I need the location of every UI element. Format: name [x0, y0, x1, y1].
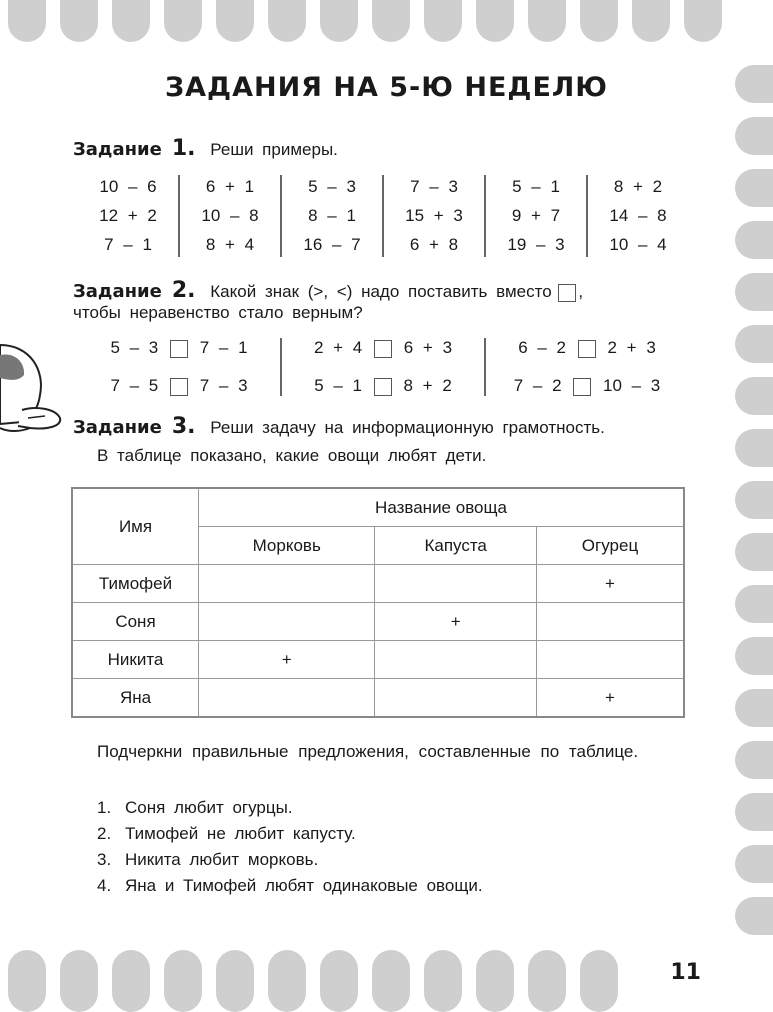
border-tab: [164, 0, 202, 42]
example-column: [384, 175, 486, 257]
answer-box-icon: [558, 284, 576, 302]
table-cell: [375, 679, 537, 718]
child-name: Никита: [72, 641, 199, 679]
comparison-column: [78, 338, 282, 396]
border-tab: [735, 637, 773, 675]
border-tab: [268, 950, 306, 1012]
expression-left: 2 + 4: [313, 338, 363, 357]
math-example: 5 – 3: [308, 177, 356, 196]
statement-number: 4.: [97, 876, 112, 895]
task-text: Какой знак (>, <) надо поставить вместо: [210, 282, 552, 301]
top-border-decoration: [0, 0, 773, 48]
border-tab: [735, 533, 773, 571]
statement-text: Соня любит огурцы.: [125, 798, 293, 817]
border-tab: [735, 117, 773, 155]
task-1-examples: [78, 175, 688, 257]
task-text: чтобы неравенство стало верным?: [73, 303, 363, 322]
border-tab: [8, 0, 46, 42]
list-item[interactable]: [97, 876, 483, 902]
border-tab: [476, 950, 514, 1012]
border-tab: [735, 169, 773, 207]
statement-number: 3.: [97, 850, 112, 869]
math-example: 6 + 8: [409, 235, 459, 254]
comparison-box[interactable]: [578, 340, 596, 358]
page-title: ЗАДАНИЯ НА 5-Ю НЕДЕЛЮ: [164, 72, 609, 103]
table-cell: +: [375, 603, 537, 641]
list-item[interactable]: [97, 824, 483, 850]
vegetable-header: Морковь: [199, 527, 375, 565]
example-column: [180, 175, 282, 257]
task-2-heading-line2: [73, 303, 363, 323]
math-example: 10 – 8: [201, 206, 259, 225]
comparison-column: [486, 338, 688, 396]
table-row: [72, 679, 684, 718]
border-tab: [424, 0, 462, 42]
expression-left: 5 – 3: [110, 338, 159, 357]
math-example: 19 – 3: [507, 235, 565, 254]
expression-right: 7 – 3: [199, 376, 248, 395]
border-tab: [735, 741, 773, 779]
expression-left: 6 – 2: [518, 338, 567, 357]
border-tab: [735, 585, 773, 623]
border-tab: [164, 950, 202, 1012]
expression-right: 6 + 3: [403, 338, 453, 357]
border-tab: [60, 950, 98, 1012]
math-example: 10 – 6: [99, 177, 157, 196]
task-2-comparisons: [78, 338, 688, 396]
table-row: [72, 603, 684, 641]
vegetables-table: [71, 487, 685, 718]
math-example: 7 – 3: [410, 177, 458, 196]
border-tab: [112, 0, 150, 42]
border-tab: [735, 429, 773, 467]
table-cell: +: [199, 641, 375, 679]
table-row: [72, 641, 684, 679]
border-tab: [216, 950, 254, 1012]
task-text-comma: ,: [578, 282, 584, 301]
border-tab: [735, 793, 773, 831]
table-cell: [375, 641, 537, 679]
statements-list: [97, 798, 483, 902]
table-cell: [199, 679, 375, 718]
border-tab: [372, 950, 410, 1012]
statement-text: Тимофей не любит капусту.: [125, 824, 356, 843]
comparison-box[interactable]: [374, 378, 392, 396]
example-column: [78, 175, 180, 257]
border-tab: [580, 0, 618, 42]
child-name: Соня: [72, 603, 199, 641]
statement-number: 1.: [97, 798, 112, 817]
task-label: Задание: [73, 417, 162, 438]
border-tab: [268, 0, 306, 42]
math-example: 6 + 1: [205, 177, 255, 196]
task-3-intro: В таблице показано, какие овощи любят дети.: [97, 446, 487, 465]
comparison-box[interactable]: [170, 378, 188, 396]
expression-left: 7 – 2: [513, 376, 562, 395]
comparison-row: [314, 338, 452, 358]
task-number: 2.: [171, 278, 196, 303]
statement-text: Никита любит морковь.: [125, 850, 319, 869]
comparison-row: [514, 376, 661, 396]
expression-left: 7 – 5: [110, 376, 159, 395]
math-example: 8 + 2: [613, 177, 663, 196]
math-example: 5 – 1: [512, 177, 560, 196]
border-tab: [320, 950, 358, 1012]
border-tab: [112, 950, 150, 1012]
task-number: 1.: [171, 136, 196, 161]
border-tab: [735, 845, 773, 883]
border-tab: [216, 0, 254, 42]
border-tab: [60, 0, 98, 42]
vegetable-group-header: Название овоща: [199, 488, 685, 527]
list-item[interactable]: [97, 850, 483, 876]
math-example: 16 – 7: [303, 235, 361, 254]
border-tab: [735, 689, 773, 727]
math-example: 10 – 4: [609, 235, 667, 254]
comparison-row: [518, 338, 656, 358]
math-example: 14 – 8: [609, 206, 667, 225]
name-header: Имя: [72, 488, 199, 565]
table-row: [72, 565, 684, 603]
border-tab: [684, 0, 722, 42]
math-example: 12 + 2: [99, 206, 157, 225]
task-label: Задание: [73, 281, 162, 302]
border-tab: [424, 950, 462, 1012]
task-3-heading: [73, 414, 605, 439]
border-tab: [735, 221, 773, 259]
child-name: Тимофей: [72, 565, 199, 603]
comparison-row: [314, 376, 452, 396]
math-example: 9 + 7: [511, 206, 561, 225]
table-cell: +: [536, 679, 684, 718]
comparison-row: [110, 376, 247, 396]
border-tab: [320, 0, 358, 42]
task-3-instruction: Подчеркни правильные предложения, составленные по таблице.: [97, 742, 639, 761]
expression-right: 2 + 3: [607, 338, 656, 357]
border-tab: [8, 950, 46, 1012]
border-tab: [735, 273, 773, 311]
table-cell: +: [536, 565, 684, 603]
vegetable-header: Огурец: [536, 527, 684, 565]
comparison-column: [282, 338, 486, 396]
table-cell: [375, 565, 537, 603]
statement-text: Яна и Тимофей любят одинаковые овощи.: [125, 876, 483, 895]
expression-right: 10 – 3: [603, 376, 661, 395]
math-example: 15 + 3: [405, 206, 463, 225]
border-tab: [580, 950, 618, 1012]
bottom-border-decoration: [0, 945, 773, 1000]
comparison-box[interactable]: [374, 340, 392, 358]
math-example: 8 + 4: [205, 235, 255, 254]
border-tab: [476, 0, 514, 42]
comparison-box[interactable]: [170, 340, 188, 358]
child-name: Яна: [72, 679, 199, 718]
table-cell: [536, 641, 684, 679]
expression-left: 5 – 1: [314, 376, 363, 395]
task-number: 3.: [171, 414, 196, 439]
table-cell: [199, 565, 375, 603]
example-column: [486, 175, 588, 257]
statement-number: 2.: [97, 824, 112, 843]
border-tab: [735, 377, 773, 415]
comparison-row: [110, 338, 247, 358]
example-column: [282, 175, 384, 257]
expression-right: 8 + 2: [403, 376, 452, 395]
border-tab: [528, 0, 566, 42]
border-tab: [735, 897, 773, 935]
border-tab: [632, 0, 670, 42]
expression-right: 7 – 1: [199, 338, 248, 357]
math-example: 8 – 1: [308, 206, 356, 225]
vegetable-header: Капуста: [375, 527, 537, 565]
comparison-box[interactable]: [573, 378, 591, 396]
example-column: [588, 175, 688, 257]
right-border-decoration: [713, 60, 773, 940]
list-item[interactable]: [97, 798, 483, 824]
border-tab: [735, 481, 773, 519]
task-text: Реши примеры.: [210, 140, 338, 159]
page-number: 11: [670, 960, 701, 985]
task-text: Реши задачу на информационную грамотность.: [210, 418, 605, 437]
task-1-heading: [73, 136, 338, 161]
border-tab: [372, 0, 410, 42]
task-label: Задание: [73, 139, 162, 160]
table-cell: [199, 603, 375, 641]
border-tab: [735, 325, 773, 363]
math-example: 7 – 1: [104, 235, 152, 254]
task-2-heading: [73, 278, 583, 303]
table-cell: [536, 603, 684, 641]
border-tab: [528, 950, 566, 1012]
mascot-illustration: [0, 340, 80, 450]
